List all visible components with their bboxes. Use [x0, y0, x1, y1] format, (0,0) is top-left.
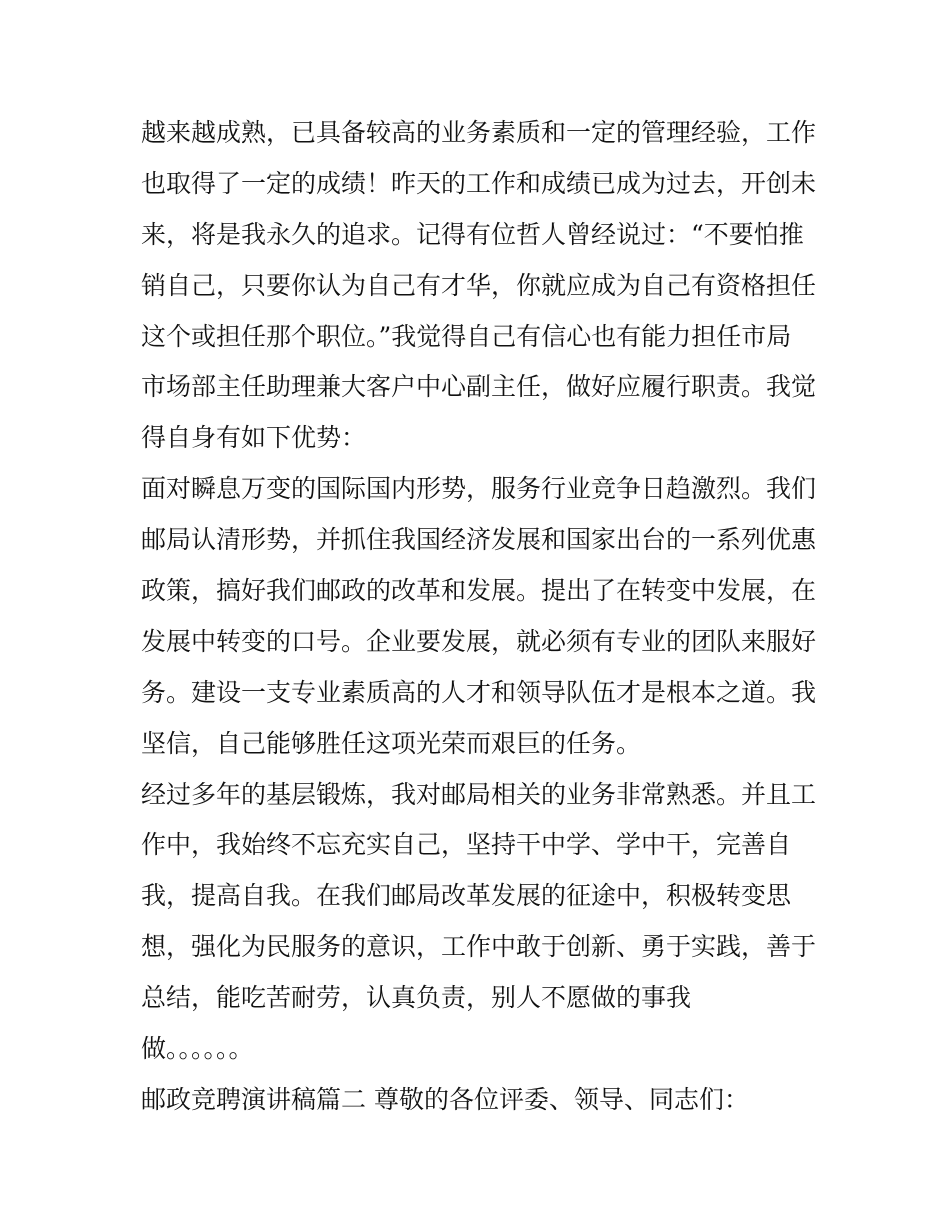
text-line: 得自身有如下优势： — [141, 423, 367, 453]
document-body — [141, 108, 821, 1126]
text-line: 越来越成熟，已具备较高的业务素质和一定的管理经验，工作 — [141, 118, 817, 147]
text-line: 做。。。。。。 — [141, 1034, 254, 1064]
text-line: 政策，搞好我们邮政的改革和发展。提出了在转变中发展，在 — [141, 576, 817, 606]
text-line: 这个或担任那个职位。”我觉得自己有信心也有能力担任市局 — [141, 321, 792, 351]
text-line: 面对瞬息万变的国际国内形势，服务行业竞争日趋激烈。我们 — [141, 474, 817, 504]
text-line: 销自己，只要你认为自己有才华，你就应成为自己有资格担任 — [141, 270, 817, 300]
text-line: 发展中转变的口号。企业要发展，就必须有专业的团队来服好 — [141, 626, 817, 656]
text-line: 我，提高自我。在我们邮局改革发展的征途中，积极转变思 — [141, 881, 792, 911]
text-line: 作中，我始终不忘充实自己，坚持干中学、学中干，完善自 — [141, 830, 792, 860]
text-line: 来，将是我永久的追求。记得有位哲人曾经说过：“不要怕推 — [141, 219, 804, 249]
text-line: 市场部主任助理兼大客户中心副主任，做好应履行职责。我觉 — [141, 372, 817, 402]
text-line: 务。建设一支专业素质高的人才和领导队伍才是根本之道。我 — [141, 677, 817, 707]
text-line: 邮局认清形势，并抓住我国经济发展和国家出台的一系列优惠 — [141, 525, 817, 555]
text-line: 也取得了一定的成绩！昨天的工作和成绩已成为过去，开创未 — [141, 168, 817, 198]
section-heading-line: 邮政竞聘演讲稿篇二 尊敬的各位评委、领导、同志们： — [141, 1084, 749, 1114]
text-line: 经过多年的基层锻炼，我对邮局相关的业务非常熟悉。并且工 — [141, 779, 817, 809]
text-line: 总结，能吃苦耐劳，认真负责，别人不愿做的事我 — [141, 983, 692, 1013]
text-line: 想，强化为民服务的意识，工作中敢于创新、勇于实践，善于 — [141, 932, 817, 962]
text-line: 坚信，自己能够胜任这项光荣而艰巨的任务。 — [141, 728, 642, 758]
